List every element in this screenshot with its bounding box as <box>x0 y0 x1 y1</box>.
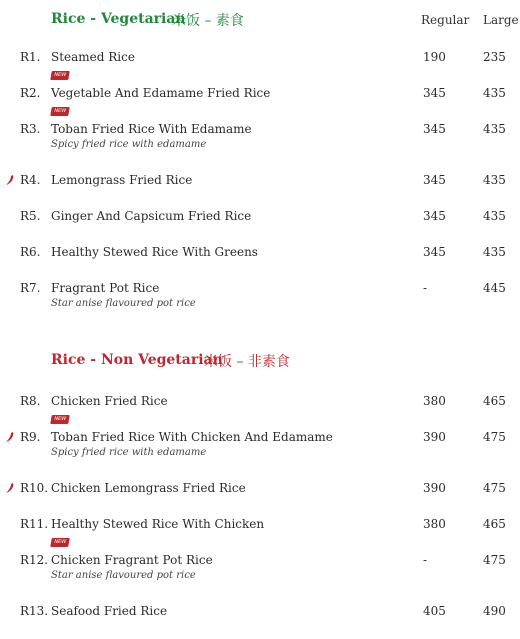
item-code: R13. <box>20 604 49 618</box>
section-title: Rice - Non Vegetarian <box>51 352 223 368</box>
price-regular: 390 <box>423 481 446 495</box>
price-large: 465 <box>483 517 506 531</box>
menu-item-r5 <box>0 209 520 239</box>
item-code: R7. <box>20 281 41 295</box>
item-code: R12. <box>20 553 49 567</box>
price-regular: - <box>423 281 428 295</box>
item-code: R2. <box>20 86 41 100</box>
item-name: Fragrant Pot Rice <box>51 281 160 295</box>
price-large: 235 <box>483 50 506 64</box>
price-regular: 190 <box>423 50 446 64</box>
item-code: R9. <box>20 430 41 444</box>
item-code: R4. <box>20 173 41 187</box>
price-regular: 345 <box>423 122 446 136</box>
item-code: R6. <box>20 245 41 259</box>
menu-item-r11 <box>0 517 520 547</box>
price-regular: 345 <box>423 209 446 223</box>
new-badge: NEW <box>50 538 70 547</box>
price-regular: 345 <box>423 86 446 100</box>
chili-icon <box>5 431 15 443</box>
menu-item-r3 <box>0 108 520 152</box>
item-description: Star anise flavoured pot rice <box>51 298 196 309</box>
item-code: R3. <box>20 122 41 136</box>
price-regular: - <box>423 553 428 567</box>
price-large: 445 <box>483 281 506 295</box>
section-title-chinese: 米饭 – 素食 <box>172 13 244 29</box>
section-title: Rice - Vegetarian <box>51 11 186 27</box>
column-header-regular: Regular <box>421 13 470 27</box>
menu-item-r1 <box>0 50 520 80</box>
item-name: Vegetable And Edamame Fried Rice <box>51 86 271 100</box>
section-vegetarian-header <box>0 11 520 35</box>
price-large: 475 <box>483 553 506 567</box>
price-large: 465 <box>483 394 506 408</box>
item-name: Healthy Stewed Rice With Greens <box>51 245 258 259</box>
section-non-vegetarian-header <box>0 352 520 376</box>
item-name: Toban Fried Rice With Chicken And Edamame <box>51 430 333 444</box>
menu-item-r6 <box>0 245 520 275</box>
menu-item-r9 <box>0 416 520 460</box>
menu-item-r12 <box>0 539 520 583</box>
price-large: 435 <box>483 86 506 100</box>
item-code: R1. <box>20 50 41 64</box>
menu-item-r10 <box>0 481 520 511</box>
menu-item-r2 <box>0 72 520 116</box>
item-name: Chicken Lemongrass Fried Rice <box>51 481 246 495</box>
item-code: R10. <box>20 481 49 495</box>
price-large: 435 <box>483 209 506 223</box>
new-badge: NEW <box>50 107 70 116</box>
price-regular: 380 <box>423 394 446 408</box>
price-large: 435 <box>483 173 506 187</box>
item-code: R5. <box>20 209 41 223</box>
column-header-large: Large <box>483 13 519 27</box>
item-name: Chicken Fried Rice <box>51 394 168 408</box>
item-name: Healthy Stewed Rice With Chicken <box>51 517 265 531</box>
price-regular: 390 <box>423 430 446 444</box>
item-name: Steamed Rice <box>51 50 135 64</box>
menu-item-r8 <box>0 394 520 424</box>
price-large: 435 <box>483 245 506 259</box>
price-large: 435 <box>483 122 506 136</box>
item-code: R11. <box>20 517 49 531</box>
item-name: Seafood Fried Rice <box>51 604 168 618</box>
chili-icon <box>5 482 15 494</box>
item-name: Lemongrass Fried Rice <box>51 173 193 187</box>
item-name: Toban Fried Rice With Edamame <box>51 122 252 136</box>
item-description: Spicy fried rice with edamame <box>51 447 207 458</box>
item-name: Chicken Fragrant Pot Rice <box>51 553 213 567</box>
price-regular: 405 <box>423 604 446 618</box>
item-description: Star anise flavoured pot rice <box>51 570 196 581</box>
menu-item-r7 <box>0 281 520 311</box>
price-regular: 345 <box>423 245 446 259</box>
item-code: R8. <box>20 394 41 408</box>
new-badge: NEW <box>50 415 70 424</box>
item-name: Ginger And Capsicum Fried Rice <box>51 209 252 223</box>
item-description: Spicy fried rice with edamame <box>51 139 207 150</box>
new-badge: NEW <box>50 71 70 80</box>
menu-item-r13 <box>0 604 520 634</box>
section-title-chinese: 米饭 – 非素食 <box>204 354 290 370</box>
price-large: 475 <box>483 430 506 444</box>
chili-icon <box>5 174 15 186</box>
price-large: 490 <box>483 604 506 618</box>
menu-item-r4 <box>0 173 520 203</box>
price-regular: 380 <box>423 517 446 531</box>
price-regular: 345 <box>423 173 446 187</box>
price-large: 475 <box>483 481 506 495</box>
